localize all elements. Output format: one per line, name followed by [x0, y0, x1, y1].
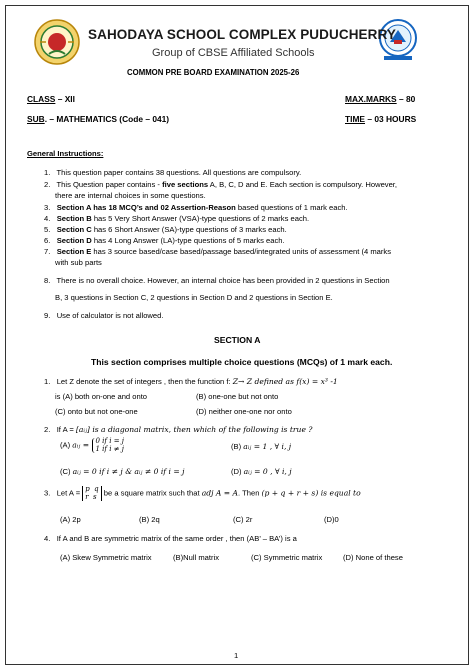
option-label: (C) [60, 467, 73, 476]
q1-option-d: (D) neither one-one nor onto [196, 407, 292, 416]
question-text: Let A = [56, 488, 83, 498]
section-title: SECTION A [214, 335, 261, 345]
matrix-entry: s [93, 492, 97, 501]
q2-option-b [231, 442, 291, 451]
question-number: 3. [44, 488, 51, 498]
instruction-item [44, 276, 390, 285]
class-label: CLASS [27, 94, 56, 104]
q4-option-c: (C) Symmetric matrix [251, 553, 323, 562]
case-1: 0 if i = j [95, 437, 124, 445]
option-math: aᵢⱼ = 1 , ∀ i, j [243, 442, 292, 451]
instruction-item [44, 247, 391, 256]
q1-option-c: (C) onto but not one-one [55, 407, 138, 416]
instruction-text-bold: Section C [56, 225, 92, 234]
case-2: 1 if i ≠ j [95, 444, 124, 453]
question-math: (p + q + r + s) is equal to [261, 488, 361, 498]
instruction-item [44, 203, 348, 212]
marks-line [345, 94, 415, 105]
question-text: be a square matrix such that [101, 488, 202, 498]
q4-option-b: (B)Null matrix [173, 553, 219, 562]
matrix-entry: r [85, 492, 89, 501]
question-matrix-symbol: [aᵢⱼ] [75, 425, 90, 434]
instruction-text-bold: five sections [162, 180, 209, 189]
instruction-item [44, 180, 397, 189]
subject-value: . – MATHEMATICS (Code – 041) [44, 114, 170, 124]
matrix-entry: p [85, 485, 90, 493]
instruction-text: has 6 Short Answer (SA)-type questions of 3 marks each. [91, 225, 287, 234]
instruction-text-bold: Section D [56, 236, 92, 245]
marks-value: – 80 [396, 94, 416, 104]
time-value: – 03 HOURS [365, 114, 417, 124]
instruction-number: 4. [44, 214, 51, 223]
option-label: (A) [60, 440, 73, 450]
instruction-item [44, 168, 301, 177]
instruction-item [44, 214, 309, 223]
school-subtitle: Group of CBSE Affiliated Schools [152, 47, 315, 59]
class-value: – XII [55, 94, 75, 104]
instructions-heading: General Instructions: [27, 149, 104, 158]
option-math: aᵢⱼ = [72, 440, 92, 450]
subject-line [27, 114, 169, 125]
question-text: If A and B are symmetric matrix of the same order , then (AB’ – BA’) is a [56, 534, 297, 543]
instruction-number: 3. [44, 203, 51, 212]
q2-option-c [60, 467, 185, 476]
question-text: If A = [56, 425, 76, 434]
instruction-text: This question paper contains 38 questions. All questions are compulsory. [56, 168, 302, 177]
instruction-text-bold: Section E [56, 247, 92, 256]
instruction-number: 6. [44, 236, 51, 245]
question-math: Z→ Z defined as f(x) = x³ -1 [232, 377, 338, 386]
time-line [345, 114, 416, 125]
instruction-text: This Question paper contains - [56, 180, 163, 189]
instruction-number: 2. [44, 180, 51, 189]
instruction-text-cont: there are internal choices in some questions. [55, 191, 206, 200]
instruction-item [44, 236, 285, 245]
question-math: is a diagonal matrix, then which of the following is true ? [89, 425, 313, 434]
instruction-text: based questions of 1 mark each. [235, 203, 348, 212]
question-2 [44, 425, 312, 434]
class-line [27, 94, 75, 105]
option-label: (D) [231, 467, 244, 476]
marks-label: MAX.MARKS [345, 94, 397, 104]
instruction-text: has 5 Very Short Answer (VSA)-type questions of 2 marks each. [91, 214, 310, 223]
question-number: 1. [44, 377, 51, 386]
instruction-text-cont: B, 3 questions in Section C, 2 questions in Section D and 2 questions in Section E. [55, 293, 333, 302]
matrix-entry: q [94, 485, 99, 493]
piecewise-brace [92, 438, 124, 453]
q1-option-a: is (A) both on-one and onto [55, 392, 148, 401]
instruction-number: 1. [44, 168, 51, 177]
instruction-text: has 4 Long Answer (LA)-type questions of 5 marks each. [91, 236, 285, 245]
subject-label: SUB [27, 114, 45, 124]
section-subtitle: This section comprises multiple choice questions (MCQs) of 1 mark each. [91, 357, 393, 367]
question-text: . Then [238, 488, 262, 498]
instruction-text: Use of calculator is not allowed. [56, 311, 164, 320]
q2-option-a [60, 438, 124, 453]
q3-option-d: (D)0 [324, 515, 339, 524]
page-number: 1 [234, 651, 239, 660]
instruction-item [44, 225, 287, 234]
instruction-text-cont: with sub parts [55, 258, 102, 267]
school-name: SAHODAYA SCHOOL COMPLEX PUDUCHERRY [88, 27, 396, 42]
q3-option-a: (A) 2p [60, 515, 81, 524]
time-label: TIME [345, 114, 366, 124]
instruction-text-bold: Section A has 18 MCQ’s and 02 Assertion-Reason [56, 203, 236, 212]
question-4 [44, 534, 297, 543]
q4-option-d: (D) None of these [343, 553, 403, 562]
q2-option-d [231, 467, 292, 476]
instruction-number: 8. [44, 276, 51, 285]
instruction-text: There is no overall choice. However, an internal choice has been provided in 2 questions in Section [56, 276, 390, 285]
instruction-item [44, 311, 163, 320]
sahodaya-logo-icon [32, 18, 82, 66]
exam-title: COMMON PRE BOARD EXAMINATION 2025-26 [127, 68, 300, 77]
option-math: aᵢⱼ = 0 if i ≠ j & aᵢⱼ ≠ 0 if i = j [72, 467, 185, 476]
question-number: 2. [44, 425, 51, 434]
question-math: adj A = A [201, 488, 239, 498]
option-label: (B) [231, 442, 244, 451]
q1-option-b: (B) one-one but not onto [196, 392, 279, 401]
question-matrix [82, 486, 101, 501]
instruction-text: A, B, C, D and E. Each section is compulsory. However, [208, 180, 398, 189]
option-math: aᵢⱼ = 0 , ∀ i, j [243, 467, 292, 476]
q4-option-a: (A) Skew Symmetric matrix [60, 553, 152, 562]
instruction-number: 5. [44, 225, 51, 234]
instruction-text-bold: Section B [56, 214, 92, 223]
q3-option-b: (B) 2q [139, 515, 160, 524]
question-3 [44, 486, 361, 501]
question-number: 4. [44, 534, 51, 543]
question-1 [44, 377, 338, 386]
instruction-text: has 3 source based/case based/passage based/integrated units of assessment (4 marks [91, 247, 392, 256]
instruction-number: 9. [44, 311, 51, 320]
instruction-number: 7. [44, 247, 51, 256]
question-text: Let Z denote the set of integers , then the function f: [56, 377, 233, 386]
q3-option-c: (C) 2r [233, 515, 253, 524]
